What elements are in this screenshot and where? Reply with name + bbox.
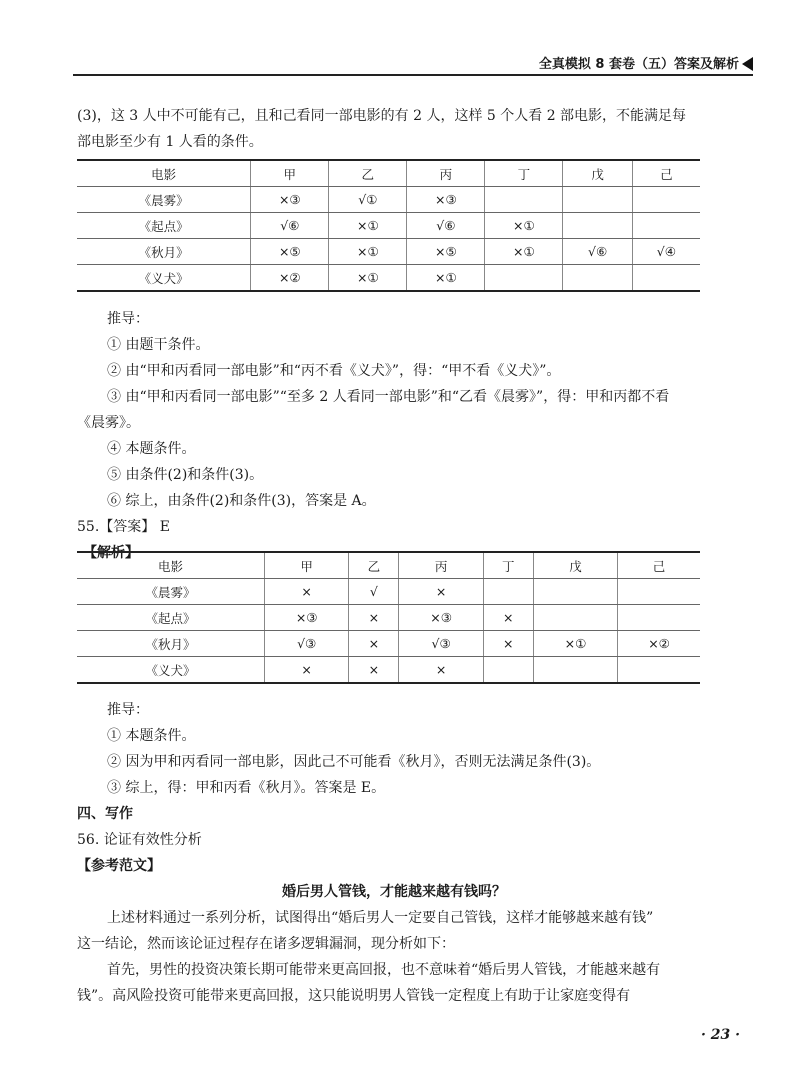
table-cell <box>563 265 632 292</box>
table-row <box>77 187 700 213</box>
table-cell: ×① <box>329 239 407 265</box>
table-cell <box>563 213 632 239</box>
table-cell <box>632 213 700 239</box>
deduction-label: 推导： <box>107 702 149 718</box>
header-cell: 戊 <box>533 552 617 579</box>
deduction-label: 推导： <box>107 311 149 327</box>
table-cell: × <box>483 631 533 657</box>
answer-55: 55.【答案】 E <box>77 519 170 535</box>
table-row <box>77 605 700 631</box>
table-cell: √⑥ <box>407 213 485 239</box>
deduction-line: ② 由“甲和丙看同一部电影”和“丙不看《义犬》”，得：“甲不看《义犬》”。 <box>107 363 561 379</box>
table-row <box>77 213 700 239</box>
table-cell: × <box>483 605 533 631</box>
table-cell: ×① <box>485 213 563 239</box>
triangle-left-icon <box>742 57 753 71</box>
table-header-row <box>77 160 700 187</box>
table-cell: 《义犬》 <box>77 657 265 684</box>
reference-label: 【参考范文】 <box>77 858 161 874</box>
header-cell: 乙 <box>349 552 399 579</box>
table-cell <box>563 187 632 213</box>
deduction-line: ② 因为甲和丙看同一部电影，因此己不可能看《秋月》，否则无法满足条件(3)。 <box>107 754 601 770</box>
deduction-line: ⑤ 由条件(2)和条件(3)。 <box>107 467 264 483</box>
table-cell: ×③ <box>251 187 329 213</box>
intro-paragraph <box>77 103 686 155</box>
table-cell: × <box>265 657 349 684</box>
table-cell: 《秋月》 <box>77 631 265 657</box>
table-cell: √④ <box>632 239 700 265</box>
essay-line: 上述材料通过一系列分析，试图得出“婚后男人一定要自己管钱，这样才能够越来越有钱” <box>107 910 654 926</box>
deduction-2 <box>77 697 660 1009</box>
header-cell: 乙 <box>329 160 407 187</box>
table-cell: √⑥ <box>563 239 632 265</box>
section-heading: 四、写作 <box>77 806 133 822</box>
question-56: 56. 论证有效性分析 <box>77 832 202 848</box>
table-cell: × <box>349 605 399 631</box>
table-cell: ×② <box>618 631 700 657</box>
table-cell <box>485 265 563 292</box>
table-cell: ×① <box>533 631 617 657</box>
header-cell: 电影 <box>77 160 251 187</box>
table-header-row <box>77 552 700 579</box>
table-cell <box>618 605 700 631</box>
table-cell: ×③ <box>407 187 485 213</box>
table-cell: 《秋月》 <box>77 239 251 265</box>
table-row <box>77 239 700 265</box>
table-cell <box>632 187 700 213</box>
deduction-1 <box>77 306 669 566</box>
intro-line-1: (3)，这 3 人中不可能有己，且和己看同一部电影的有 2 人，这样 5 个人看 2 部电影，不能满足每 <box>77 108 687 124</box>
header-cell: 己 <box>618 552 700 579</box>
header-cell: 电影 <box>77 552 265 579</box>
table-cell: ×⑤ <box>407 239 485 265</box>
table-cell: 《起点》 <box>77 213 251 239</box>
header-cell: 己 <box>632 160 700 187</box>
deduction-line: ① 本题条件。 <box>107 728 196 744</box>
table-cell: ×⑤ <box>251 239 329 265</box>
table-cell: ×③ <box>265 605 349 631</box>
table-row <box>77 631 700 657</box>
essay-title: 婚后男人管钱，才能越来越有钱吗？ <box>282 884 506 900</box>
header-cell: 戊 <box>563 160 632 187</box>
table-cell: ×① <box>485 239 563 265</box>
movie-table-2 <box>77 551 700 684</box>
table-cell: 《起点》 <box>77 605 265 631</box>
table-row <box>77 265 700 292</box>
table-cell: × <box>349 657 399 684</box>
table-cell <box>618 579 700 605</box>
deduction-line: ⑥ 综上，由条件(2)和条件(3)，答案是 A。 <box>107 493 376 509</box>
deduction-line: ① 由题干条件。 <box>107 337 210 353</box>
table-cell <box>618 657 700 684</box>
table-cell <box>483 579 533 605</box>
table-cell: ×② <box>251 265 329 292</box>
table-cell: × <box>399 657 483 684</box>
deduction-line: ③ 综上，得：甲和丙看《秋月》。答案是 E。 <box>107 780 386 796</box>
table-cell: ×① <box>329 265 407 292</box>
table-cell <box>485 187 563 213</box>
essay-line: 首先，男性的投资决策长期可能带来更高回报，也不意味着“婚后男人管钱，才能越来越有 <box>107 962 661 978</box>
essay-line: 钱”。高风险投资可能带来更高回报，这只能说明男人管钱一定程度上有助于让家庭变得有 <box>77 988 631 1004</box>
page-number: · 23 · <box>701 1027 740 1043</box>
table-cell: 《义犬》 <box>77 265 251 292</box>
table-cell: × <box>349 631 399 657</box>
table-cell <box>483 657 533 684</box>
essay-line: 这一结论，然而该论证过程存在诸多逻辑漏洞，现分析如下： <box>77 936 455 952</box>
table-cell: √① <box>329 187 407 213</box>
header-cell: 甲 <box>251 160 329 187</box>
table-cell: ×③ <box>399 605 483 631</box>
table-cell: ×① <box>329 213 407 239</box>
movie-table-1 <box>77 159 700 292</box>
table-cell <box>533 605 617 631</box>
table-cell: √③ <box>265 631 349 657</box>
deduction-line: 《晨雾》。 <box>77 415 140 431</box>
deduction-line: ③ 由“甲和丙看同一部电影”“至多 2 人看同一部电影”和“乙看《晨雾》”，得：甲和丙都不看 <box>107 389 670 405</box>
table-cell: 《晨雾》 <box>77 187 251 213</box>
running-header <box>73 54 753 76</box>
table-row <box>77 657 700 684</box>
analysis-label: 【解析】 <box>83 545 139 561</box>
table-cell: × <box>265 579 349 605</box>
deduction-line: ④ 本题条件。 <box>107 441 196 457</box>
table-cell: ×① <box>407 265 485 292</box>
intro-line-2: 部电影至少有 1 人看的条件。 <box>77 134 263 150</box>
table-cell <box>632 265 700 292</box>
table-cell: × <box>399 579 483 605</box>
table-cell: √ <box>349 579 399 605</box>
header-title: 全真模拟 8 套卷（五）答案及解析 <box>538 57 739 72</box>
table-cell <box>533 579 617 605</box>
header-cell: 丁 <box>485 160 563 187</box>
header-cell: 丁 <box>483 552 533 579</box>
header-cell: 甲 <box>265 552 349 579</box>
header-cell: 丙 <box>399 552 483 579</box>
table-cell: √⑥ <box>251 213 329 239</box>
header-cell: 丙 <box>407 160 485 187</box>
table-row <box>77 579 700 605</box>
table-cell: 《晨雾》 <box>77 579 265 605</box>
table-cell: √③ <box>399 631 483 657</box>
table-cell <box>533 657 617 684</box>
